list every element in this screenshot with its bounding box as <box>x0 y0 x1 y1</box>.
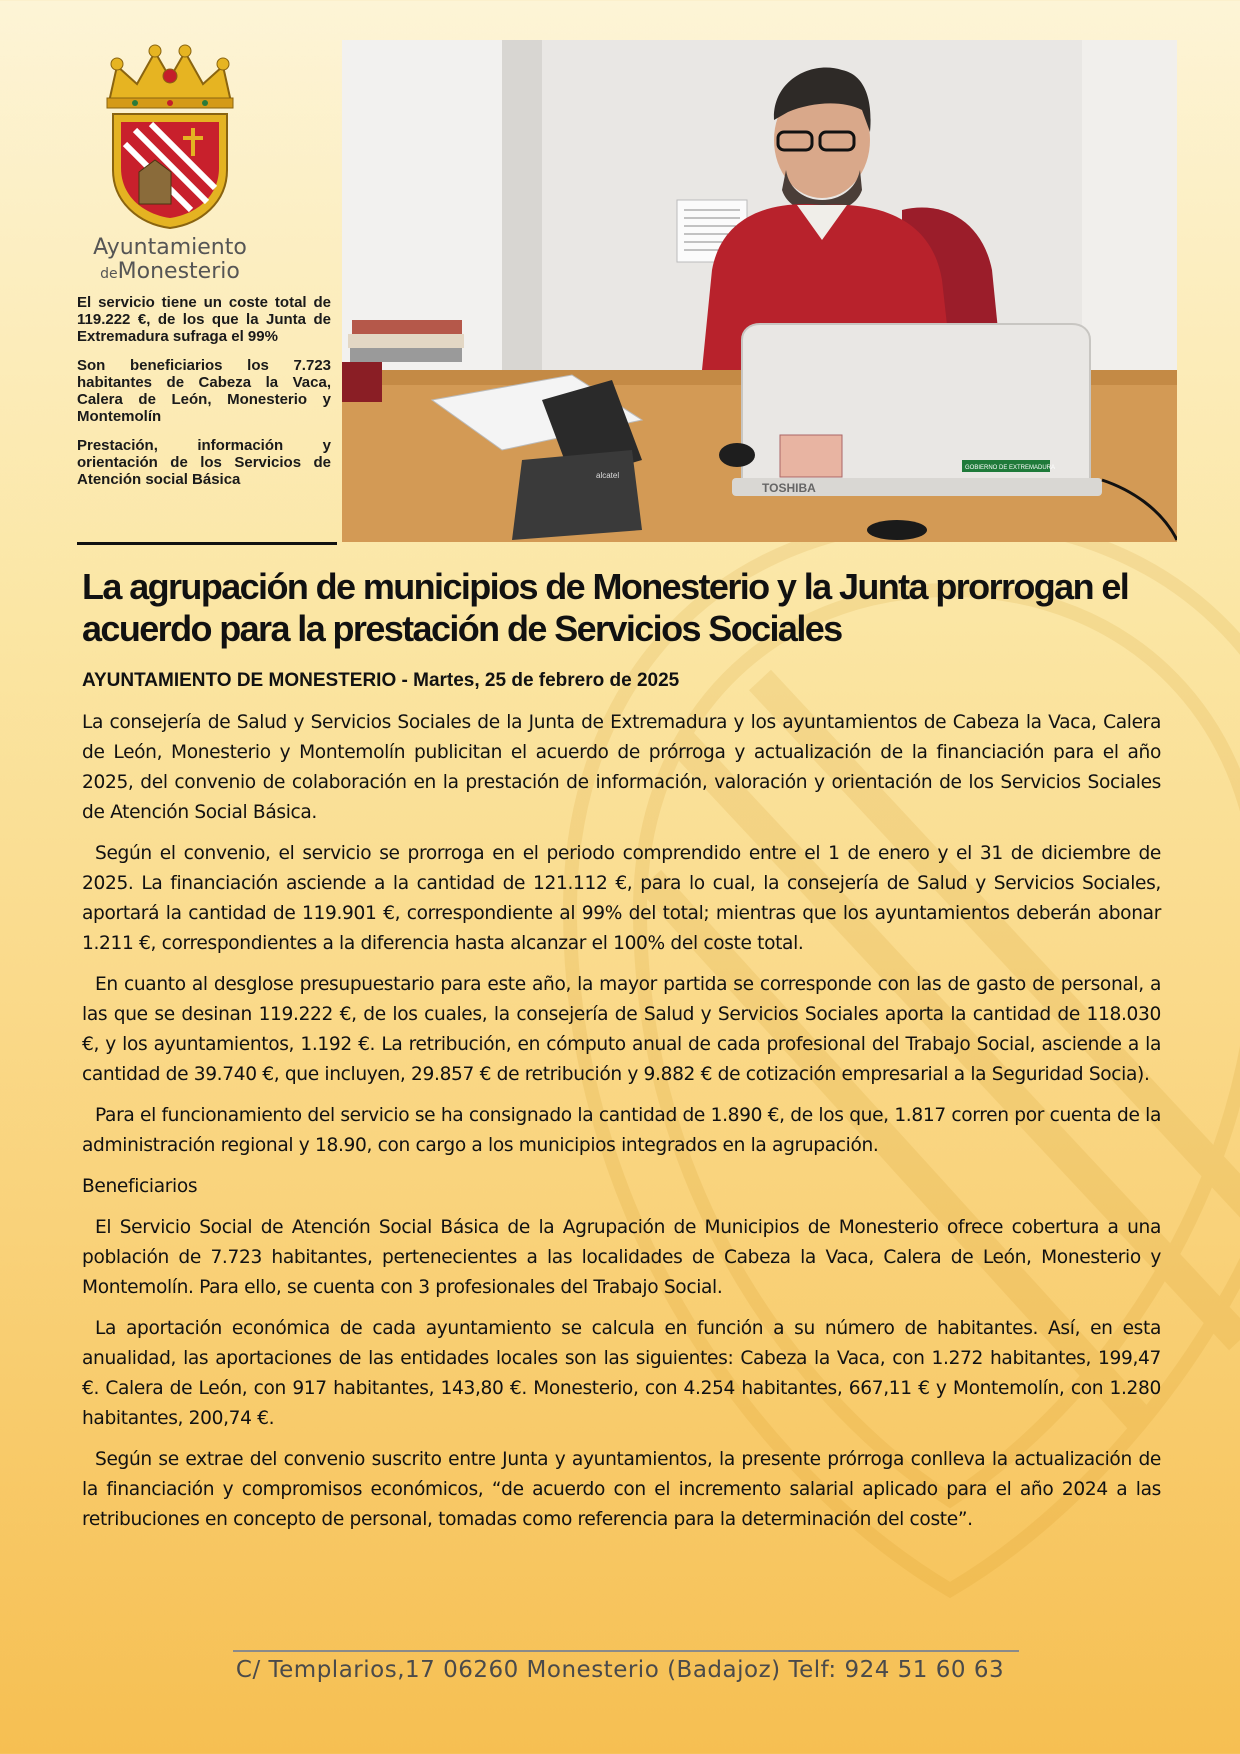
highlight-cost: El servicio tiene un coste total de 119.222 €, de los que la Junta de Extremadura sufraga el 99% <box>77 294 331 345</box>
section-heading-beneficiarios: Beneficiarios <box>82 1176 198 1197</box>
article-body <box>82 708 1161 1546</box>
highlights-sidebar <box>77 294 331 500</box>
logo-line-town: Monesterio <box>117 259 240 284</box>
laptop-sticker-label: GOBIERNO DE EXTREMADURA <box>965 465 1056 471</box>
highlight-services: Prestación, información y orientación de los Servicios de Atención social Básica <box>77 437 331 488</box>
article-paragraph: El Servicio Social de Atención Social Básica de la Agrupación de Municipios de Monesterio ofrece cobertura a una población de 7.723 habitantes, pertenecientes a las localidades de Cabeza la Vaca, Calera de León, Monesterio y Montemolín. Para ello, se cuenta con 3 profesionales del Trabajo Social. <box>82 1217 1161 1298</box>
phone-brand-label: alcatel <box>596 471 620 480</box>
article-paragraph: Para el funcionamiento del servicio se ha consignado la cantidad de 1.890 €, de los que, 1.817 corren por cuenta de la administración regional y 18.90, con cargo a los municipios integrados en la agrupación. <box>82 1105 1161 1156</box>
footer-address: C/ Templarios,17 06260 Monesterio (Badajoz) Telf: 924 51 60 63 <box>235 1657 1005 1683</box>
logo-wordmark <box>82 236 258 286</box>
article-paragraph: La consejería de Salud y Servicios Sociales de la Junta de Extremadura y los ayuntamientos de Cabeza la Vaca, Calera de León, Monesterio y Montemolín publicitan el acuerdo de prórroga y actualización de la financiación para el año 2025, del convenio de colaboración en la prestación de información, valoración y orientación de los Servicios Sociales de Atención Social Básica. <box>82 712 1161 823</box>
office-scene-illustration <box>342 40 1177 542</box>
article-paragraph: La aportación económica de cada ayuntamiento se calcula en función a su número de habitantes. Así, en esta anualidad, las aportaciones de las entidades locales son las siguientes: Cabeza la Vaca, con 1.272 habitantes, 199,47 €. Calera de León, con 917 habitantes, 143,80 €. Monesterio, con 4.254 habitantes, 667,11 € y Montemolín, con 1.280 habitantes, 200,74 €. <box>82 1318 1161 1429</box>
logo-line-prefix: de <box>100 266 118 282</box>
article-photo <box>342 40 1177 542</box>
article-byline: AYUNTAMIENTO DE MONESTERIO - Martes, 25 de febrero de 2025 <box>82 670 680 691</box>
coat-of-arms-icon <box>95 44 245 230</box>
crown-icon <box>107 45 233 108</box>
highlights-divider <box>77 542 337 545</box>
footer-divider <box>233 1650 1019 1652</box>
article-paragraph: Según se extrae del convenio suscrito entre Junta y ayuntamientos, la presente prórroga conlleva la actualización de la financiación y compromisos económicos, “de acuerdo con el incremento salarial aplicado para el año 2024 a las retribuciones en concepto de personal, tomadas como referencia para la determinación del coste”. <box>82 1449 1161 1530</box>
highlight-beneficiaries: Son beneficiarios los 7.723 habitantes de Cabeza la Vaca, Calera de León, Monesterio y Montemolín <box>77 357 331 425</box>
article-paragraph: En cuanto al desglose presupuestario para este año, la mayor partida se corresponde con las de gasto de personal, a las que se desinan 119.222 €, de los cuales, la consejería de Salud y Servicios Sociales aporta la cantidad de 118.030 €, y los ayuntamientos, 1.192 €. La retribución, en cómputo anual de cada profesional del Trabajo Social, asciende a la cantidad de 39.740 €, que incluyen, 29.857 € de retribución y 9.882 € de cotización empresarial a la Seguridad Socia). <box>82 974 1161 1085</box>
logo-line-ayuntamiento: Ayuntamiento <box>93 235 247 260</box>
municipality-logo <box>82 44 258 286</box>
laptop-brand-label: TOSHIBA <box>762 481 816 495</box>
article-paragraph: Según el convenio, el servicio se prorroga en el periodo comprendido entre el 1 de enero y el 31 de diciembre de 2025. La financiación asciende a la cantidad de 121.112 €, para lo cual, la consejería de Salud y Servicios Sociales, aportará la cantidad de 119.901 €, correspondiente al 99% del total; mientras que los ayuntamientos deberán abonar 1.211 €, correspondientes a la diferencia hasta alcanzar el 100% del coste total. <box>82 843 1161 954</box>
article-headline: La agrupación de municipios de Monesterio y la Junta prorrogan el acuerdo para la prestación de Servicios Sociales <box>82 566 1129 649</box>
